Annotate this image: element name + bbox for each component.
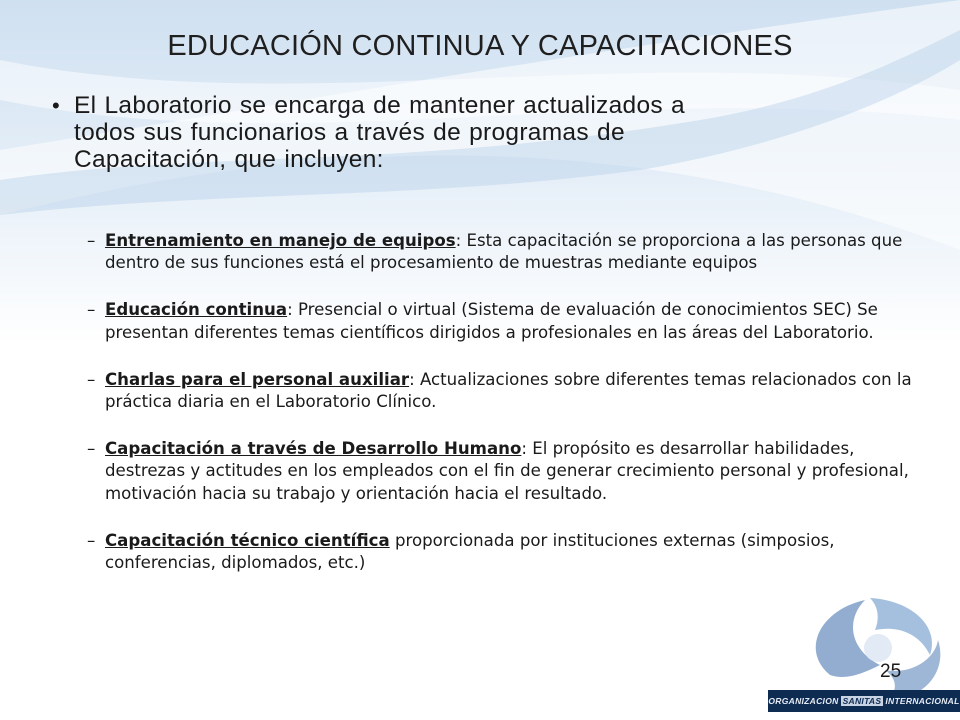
- dash-icon: –: [87, 439, 96, 459]
- main-bullet: [52, 92, 872, 173]
- item-heading: Entrenamiento en manejo de equipos: [105, 231, 456, 250]
- page-number: 25: [880, 661, 902, 682]
- list-item: [87, 530, 917, 574]
- organization-banner: [768, 690, 960, 712]
- main-bullet-line-1: El Laboratorio se encarga de mantener actualizados a: [74, 92, 685, 119]
- training-list: [87, 230, 917, 599]
- list-item: – Educación continua: Presencial o virtual (Sistema de evaluación de conocimientos SEC) Se presentan diferentes temas científicos dirigidos a profesionales en las áreas del Laboratorio.: [87, 300, 878, 342]
- item-heading: Capacitación a través de Desarrollo Humano: [105, 439, 522, 459]
- list-item: – Entrenamiento en manejo de equipos: Esta capacitación se proporciona a las personas que dentro de sus funciones está el procesamiento de muestras mediante equipos: [87, 231, 903, 273]
- dash-icon: –: [87, 231, 96, 250]
- item-heading: Capacitación técnico científica: [105, 530, 390, 550]
- item-description: Esta capacitación se proporciona a las personas que dentro de sus funciones está el procesamiento de muestras mediante equipos: [105, 231, 903, 273]
- org-name-part-2: SANITAS: [842, 696, 882, 706]
- bullet-dot-icon: •: [52, 93, 60, 118]
- org-name-part-1: ORGANIZACION: [768, 696, 839, 706]
- list-item: – Capacitación a través de Desarrollo Humano: El propósito es desarrollar habilidades, destrezas y actitudes en los empleados con el fin de generar crecimiento personal y profesional, motivación hacia su trabajo y orientación hacia el resultado.: [87, 439, 909, 503]
- dash-icon: –: [87, 300, 96, 320]
- org-name-part-3: INTERNACIONAL: [885, 696, 960, 706]
- main-bullet-line-2: todos sus funcionarios a través de programas de: [74, 119, 625, 146]
- list-item: – Charlas para el personal auxiliar: Actualizaciones sobre diferentes temas relacionados con la práctica diaria en el Laboratorio Clínico.: [87, 369, 912, 412]
- item-description: Actualizaciones sobre diferentes temas relacionados con la práctica diaria en el Laboratorio Clínico.: [105, 369, 912, 412]
- dash-icon: –: [87, 530, 96, 550]
- item-description: proporcionada por instituciones externas (simposios, conferencias, diplomados, etc.): [105, 530, 835, 573]
- item-description: El propósito es desarrollar habilidades, destrezas y actitudes en los empleados con el fin de generar crecimiento personal y profesional, motivación hacia su trabajo y orientación hacia el resultado.: [105, 439, 909, 503]
- item-heading: Educación continua: [105, 300, 288, 320]
- item-heading: Charlas para el personal auxiliar: [105, 369, 410, 389]
- main-bullet-line-3: Capacitación, que incluyen:: [74, 146, 384, 173]
- organization-name: [768, 696, 959, 706]
- slide-title: EDUCACIÓN CONTINUA Y CAPACITACIONES: [167, 30, 793, 62]
- item-description: Presencial o virtual (Sistema de evaluación de conocimientos SEC) Se presentan diferentes temas científicos dirigidos a profesionales en las áreas del Laboratorio.: [105, 300, 878, 342]
- dash-icon: –: [87, 369, 96, 389]
